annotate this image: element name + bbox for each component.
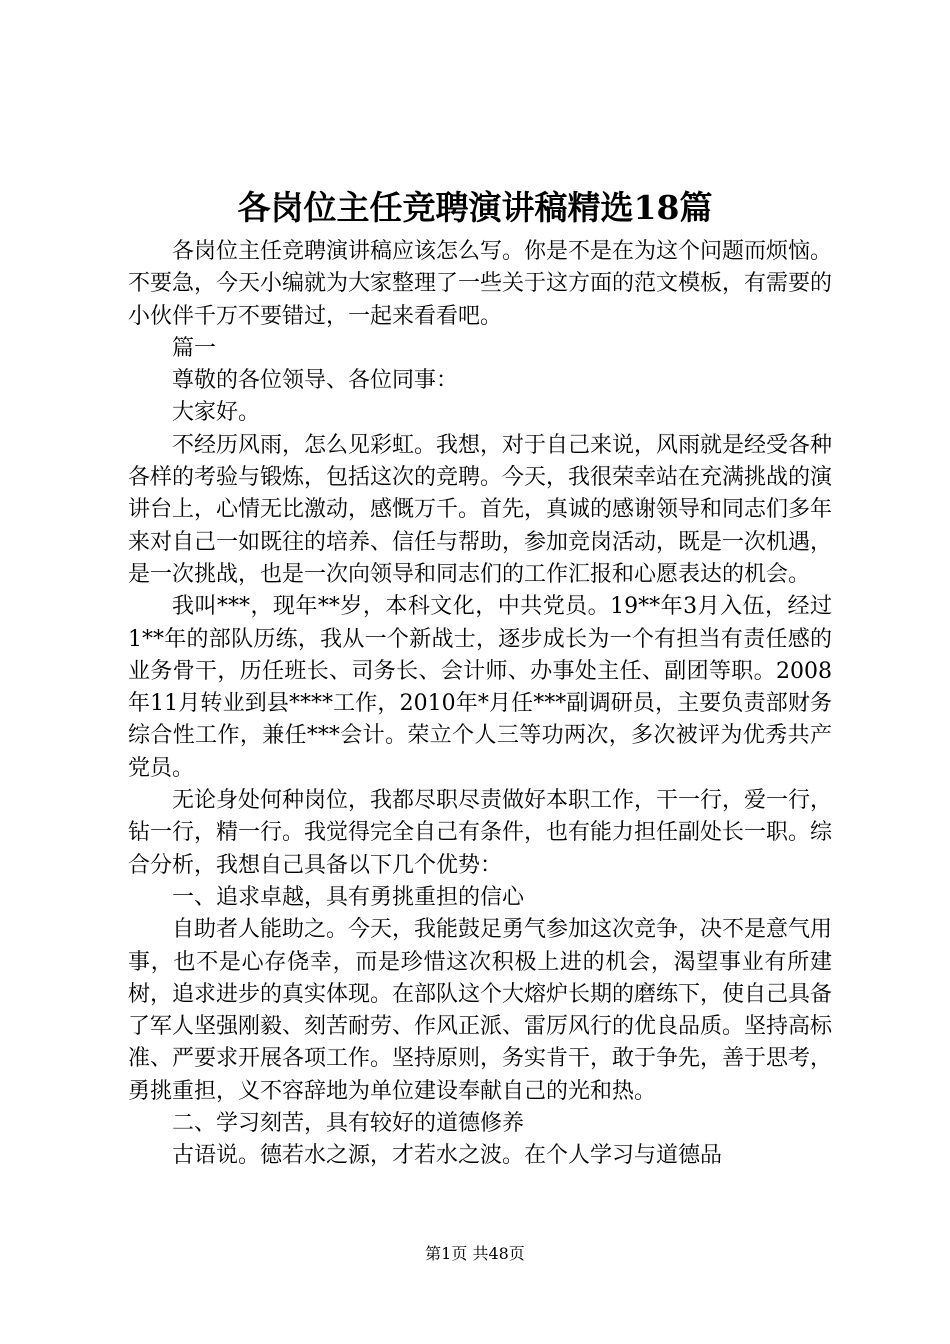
paragraph-intro: 各岗位主任竞聘演讲稿应该怎么写。你是不是在为这个问题而烦恼。不要急，今天小编就为大家整理了一些关于这方面的范文模板，有需要的小伙伴千万不要错过，一起来看看吧。 [128, 239, 833, 329]
paragraph-body: 无论身处何种岗位，我都尽职尽责做好本职工作，干一行，爱一行，钻一行，精一行。我觉得完全自己有条件，也有能力担任副处长一职。综合分析，我想自己具备以下几个优势： [128, 788, 833, 878]
page-footer: 第1页 共48页 [425, 1244, 525, 1263]
paragraph-subheading: 一、追求卓越，具有勇挑重担的信心 [172, 884, 525, 910]
paragraph-greeting: 大家好。 [172, 400, 261, 426]
paragraph-salutation: 尊敬的各位领导、各位同事： [172, 368, 459, 394]
paragraph-body: 古语说。德若水之源，才若水之波。在个人学习与道德品 [172, 1143, 723, 1169]
paragraph-section-heading: 篇一 [172, 335, 217, 361]
document-body [128, 236, 832, 1173]
paragraph-body: 自助者人能助之。今天，我能鼓足勇气参加这次竞争，决不是意气用事，也不是心存侥幸，而是珍惜这次积极上进的机会，渴望事业有所建树，追求进步的真实体现。在部队这个大熔炉长期的磨练下，使自己具备了军人坚强刚毅、刻苦耐劳、作风正派、雷厉风行的优良品质。坚持高标准、严要求开展各项工作。坚持原则，务实肯干，敢于争先，善于思考，勇挑重担，义不容辞地为单位建设奉献自己的光和热。 [128, 917, 833, 1104]
document-title: 各岗位主任竞聘演讲稿精选18篇 [237, 188, 713, 227]
paragraph-subheading: 二、学习刻苦，具有较好的道德修养 [172, 1111, 525, 1137]
paragraph-body: 不经历风雨，怎么见彩虹。我想，对于自己来说，风雨就是经受各种各样的考验与锻炼，包括这次的竞聘。今天，我很荣幸站在充满挑战的演讲台上，心情无比激动，感慨万千。首先，真诚的感谢领导和同志们多年来对自己一如既往的培养、信任与帮助，参加竞岗活动，既是一次机遇，是一次挑战，也是一次向领导和同志们的工作汇报和心愿表达的机会。 [128, 432, 833, 587]
paragraph-body: 我叫***，现年**岁，本科文化，中共党员。19**年3月入伍，经过1**年的部队历练，我从一个新战士，逐步成长为一个有担当有责任感的业务骨干，历任班长、司务长、会计师、办事处主任、副团等职。2008年11月转业到县****工作，2010年*月任***副调研员，主要负责部财务综合性工作，兼任***会计。荣立个人三等功两次，多次被评为优秀共产党员。 [128, 594, 832, 781]
